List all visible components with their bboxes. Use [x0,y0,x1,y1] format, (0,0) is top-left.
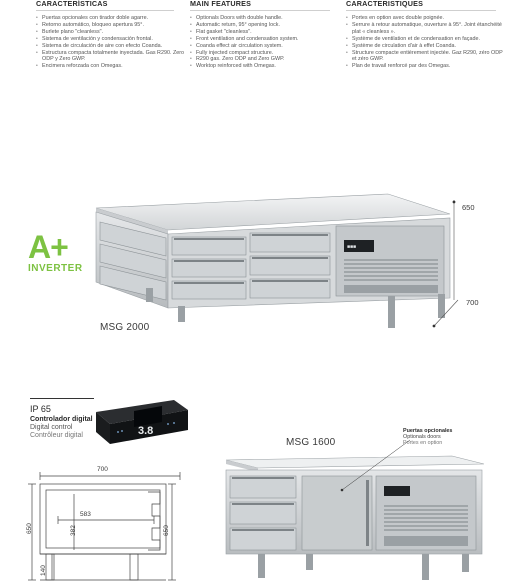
list-item: • Portes en option avec double poignée. [346,15,506,22]
digital-controller-illustration [94,398,190,448]
drawing-width: 700 [97,466,108,473]
model-label-large: MSG 2000 [100,322,150,333]
callout-en: Optionals doors [403,434,441,440]
list-item: • Flat gasket "cleanless". [190,29,350,36]
dimension-depth: 700 [466,298,479,307]
list-item: • Sistema de circulación de aire con efecto Coanda. [36,43,196,50]
controller-display: 3.8 [138,425,154,437]
optional-doors-callout [403,428,452,446]
dimension-height: 650 [462,203,475,212]
features-es-list [36,15,196,70]
list-item: • Sistema de ventilación y condensación frontal. [36,36,196,43]
divider [346,10,496,11]
drawing-height-right: 650 [163,525,170,536]
list-item: • Estructura compacta totalmente inyectada. Gas R290. Zero ODP y Zero GWP. [36,50,196,64]
list-item: • Retorno automático, bloqueo apertura 95°. [36,22,196,29]
drawing-inner-height: 382 [70,525,77,536]
counter-msg2000-illustration [88,190,468,340]
list-item: • R290 gas. Zero ODP and Zero GWP. [190,56,350,63]
callout-es: Puertas opcionales [403,428,453,434]
list-item: • Worktop reinforced with Omegas. [190,63,350,70]
features-fr-heading: CARACTERISTIQUES [346,0,424,8]
list-item: • Serrure à retour automatique, ouverture à 95°. Joint étanchéité plat « cleanless ». [346,22,506,36]
drawing-base-height: 140 [40,565,47,576]
list-item: • Système de circulation d'air à effet Coanda. [346,43,506,50]
counter-msg1600-illustration [222,450,492,584]
divider [36,10,174,11]
model-label-small: MSG 1600 [286,437,336,448]
technical-drawing [26,458,196,584]
features-fr-list [346,15,506,70]
list-item: • Encimera reforzada con Omegas. [36,63,196,70]
divider [190,10,330,11]
list-item: • Coanda effect air circulation system. [190,43,350,50]
list-item: • Optionals Doors with double handle. [190,15,350,22]
list-item: • Système de ventilation et de condensation en façade. [346,36,506,43]
list-item: • Structure compacte entièrement injectée. Gaz R290, zéro ODP et zéro GWP. [346,50,506,64]
energy-badge [28,229,83,274]
controller-label-fr: Contrôleur digital [30,432,83,439]
list-item: • Puertas opcionales con tirador doble agarre. [36,15,196,22]
ip-rating: IP 65 [30,404,51,414]
controller-label-es: Controlador digital [30,416,93,423]
list-item: • Plan de travail renforcé par des Omegas. [346,63,506,70]
controller-info [30,404,93,439]
energy-rating: A+ [28,229,68,265]
callout-fr: Portes en option [403,440,443,446]
divider [30,398,94,399]
drawing-inner-width: 583 [80,511,91,518]
controller-label-en: Digital control [30,424,73,431]
features-es-heading: CARACTERÍSTICAS [36,0,108,8]
features-en-heading: MAIN FEATURES [190,0,252,8]
drawing-height-left: 650 [26,523,33,534]
list-item: • Burlete plano "cleanless". [36,29,196,36]
svg-text:■■■: ■■■ [347,244,357,250]
list-item: • Automatic return, 95° opening lock. [190,22,350,29]
features-en-list [190,15,350,70]
list-item: • Front ventilation and condensation system. [190,36,350,43]
list-item: • Fully injected compact structure. [190,50,350,57]
inverter-label: INVERTER [28,263,83,274]
